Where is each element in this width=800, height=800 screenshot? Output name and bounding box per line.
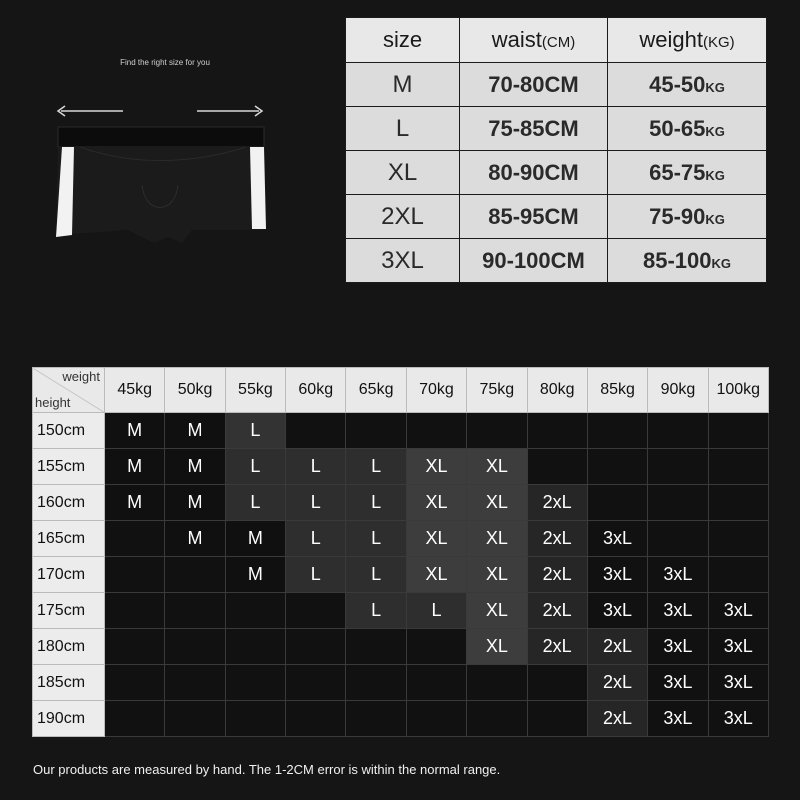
height-row-header: 180cm: [33, 629, 105, 665]
weight-column-header: 100kg: [708, 368, 768, 413]
size-recommendation-cell: [346, 629, 406, 665]
size-recommendation-cell: 3xL: [648, 629, 708, 665]
size-recommendation-cell: [406, 413, 466, 449]
size-recommendation-cell: [286, 413, 346, 449]
weight-column-header: 55kg: [225, 368, 285, 413]
size-row: [346, 151, 767, 195]
height-row-header: 155cm: [33, 449, 105, 485]
size-recommendation-cell: [346, 665, 406, 701]
size-header: size: [346, 18, 460, 63]
size-cell: 3XL: [346, 239, 460, 283]
height-row-header: 190cm: [33, 701, 105, 737]
size-recommendation-cell: XL: [467, 485, 527, 521]
size-recommendation-cell: [105, 557, 165, 593]
size-recommendation-cell: [406, 629, 466, 665]
size-cell: L: [346, 107, 460, 151]
size-recommendation-cell: [346, 701, 406, 737]
arrow-right-icon: [195, 104, 265, 118]
weight-cell: 85-100KG: [608, 239, 767, 283]
size-recommendation-cell: [527, 413, 587, 449]
size-recommendation-cell: M: [225, 521, 285, 557]
size-recommendation-cell: [587, 413, 647, 449]
size-recommendation-cell: [225, 665, 285, 701]
height-row-header: 160cm: [33, 485, 105, 521]
height-row: [33, 629, 769, 665]
waist-cell: 85-95CM: [460, 195, 608, 239]
waist-header: waist(CM): [460, 18, 608, 63]
size-recommendation-cell: [648, 413, 708, 449]
weight-header: weight(KG): [608, 18, 767, 63]
size-cell: M: [346, 63, 460, 107]
size-recommendation-cell: 3xL: [648, 701, 708, 737]
height-row: [33, 665, 769, 701]
size-recommendation-cell: M: [165, 485, 225, 521]
size-recommendation-cell: [527, 665, 587, 701]
size-recommendation-cell: [165, 593, 225, 629]
size-recommendation-cell: 2xL: [527, 557, 587, 593]
size-recommendation-cell: L: [286, 521, 346, 557]
size-recommendation-cell: 3xL: [708, 665, 768, 701]
height-row-header: 150cm: [33, 413, 105, 449]
size-recommendation-cell: [587, 485, 647, 521]
weight-column-header: 70kg: [406, 368, 466, 413]
size-row: [346, 63, 767, 107]
weight-column-header: 80kg: [527, 368, 587, 413]
waist-cell: 70-80CM: [460, 63, 608, 107]
weight-column-header: 65kg: [346, 368, 406, 413]
size-recommendation-cell: [648, 449, 708, 485]
size-recommendation-cell: 2xL: [587, 629, 647, 665]
size-recommendation-cell: [527, 701, 587, 737]
size-recommendation-cell: 2xL: [527, 593, 587, 629]
size-recommendation-cell: 2xL: [587, 665, 647, 701]
arrow-left-icon: [55, 104, 125, 118]
size-recommendation-cell: [225, 629, 285, 665]
height-row: [33, 449, 769, 485]
weight-column-header: 75kg: [467, 368, 527, 413]
size-recommendation-cell: 3xL: [648, 557, 708, 593]
boxer-briefs-image: [50, 125, 270, 245]
size-cell: 2XL: [346, 195, 460, 239]
size-recommendation-cell: [708, 413, 768, 449]
size-recommendation-cell: M: [165, 521, 225, 557]
size-recommendation-cell: [708, 557, 768, 593]
size-recommendation-cell: M: [165, 413, 225, 449]
size-recommendation-cell: 2xL: [587, 701, 647, 737]
height-row-header: 185cm: [33, 665, 105, 701]
size-recommendation-cell: [527, 449, 587, 485]
height-weight-size-grid: [32, 367, 769, 737]
height-row: [33, 593, 769, 629]
size-recommendation-cell: XL: [406, 449, 466, 485]
grid-header-row: [33, 368, 769, 413]
size-recommendation-cell: [708, 521, 768, 557]
size-recommendation-cell: 3xL: [587, 557, 647, 593]
weight-column-header: 85kg: [587, 368, 647, 413]
size-recommendation-cell: [286, 629, 346, 665]
size-recommendation-cell: [225, 593, 285, 629]
size-recommendation-cell: XL: [406, 485, 466, 521]
weight-column-header: 90kg: [648, 368, 708, 413]
size-recommendation-cell: XL: [406, 521, 466, 557]
weight-cell: 75-90KG: [608, 195, 767, 239]
height-row-header: 175cm: [33, 593, 105, 629]
size-recommendation-cell: L: [225, 485, 285, 521]
size-chart-table: [345, 17, 767, 283]
size-recommendation-cell: L: [286, 449, 346, 485]
size-recommendation-cell: [165, 557, 225, 593]
size-recommendation-cell: 3xL: [708, 593, 768, 629]
size-row: [346, 195, 767, 239]
size-recommendation-cell: XL: [406, 557, 466, 593]
size-recommendation-cell: 2xL: [527, 629, 587, 665]
size-recommendation-cell: 3xL: [648, 665, 708, 701]
weight-cell: 65-75KG: [608, 151, 767, 195]
size-recommendation-cell: L: [346, 593, 406, 629]
size-recommendation-cell: XL: [467, 593, 527, 629]
size-recommendation-cell: [708, 449, 768, 485]
size-row: [346, 107, 767, 151]
size-row: [346, 239, 767, 283]
size-recommendation-cell: [467, 413, 527, 449]
size-recommendation-cell: [467, 701, 527, 737]
size-recommendation-cell: L: [346, 557, 406, 593]
size-recommendation-cell: [105, 629, 165, 665]
weight-column-header: 45kg: [105, 368, 165, 413]
size-recommendation-cell: 3xL: [708, 629, 768, 665]
height-row: [33, 485, 769, 521]
size-recommendation-cell: [105, 593, 165, 629]
size-recommendation-cell: 3xL: [587, 521, 647, 557]
size-recommendation-cell: [165, 665, 225, 701]
size-recommendation-cell: XL: [467, 521, 527, 557]
waist-cell: 90-100CM: [460, 239, 608, 283]
size-recommendation-cell: 3xL: [587, 593, 647, 629]
size-recommendation-cell: 2xL: [527, 521, 587, 557]
size-recommendation-cell: [225, 701, 285, 737]
height-row: [33, 413, 769, 449]
weight-column-header: 60kg: [286, 368, 346, 413]
waist-cell: 75-85CM: [460, 107, 608, 151]
size-recommendation-cell: 2xL: [527, 485, 587, 521]
size-recommendation-cell: XL: [467, 629, 527, 665]
height-row: [33, 701, 769, 737]
size-recommendation-cell: [286, 593, 346, 629]
size-recommendation-cell: [165, 629, 225, 665]
size-caption: Find the right size for you: [120, 58, 210, 67]
size-recommendation-cell: L: [225, 413, 285, 449]
size-recommendation-cell: [165, 701, 225, 737]
size-recommendation-cell: XL: [467, 449, 527, 485]
size-recommendation-cell: L: [406, 593, 466, 629]
height-row: [33, 521, 769, 557]
size-recommendation-cell: L: [225, 449, 285, 485]
size-recommendation-cell: M: [105, 449, 165, 485]
size-recommendation-cell: 3xL: [708, 701, 768, 737]
size-recommendation-cell: L: [286, 557, 346, 593]
height-row-header: 170cm: [33, 557, 105, 593]
size-recommendation-cell: L: [346, 449, 406, 485]
size-recommendation-cell: [406, 701, 466, 737]
size-recommendation-cell: L: [346, 485, 406, 521]
corner-weight-label: weight: [62, 369, 100, 384]
size-recommendation-cell: [648, 521, 708, 557]
size-recommendation-cell: M: [165, 449, 225, 485]
weight-cell: 50-65KG: [608, 107, 767, 151]
measurement-note: Our products are measured by hand. The 1-2CM error is within the normal range.: [33, 762, 501, 777]
size-recommendation-cell: [105, 701, 165, 737]
size-recommendation-cell: [708, 485, 768, 521]
size-recommendation-cell: L: [286, 485, 346, 521]
size-recommendation-cell: [286, 701, 346, 737]
size-chart-header: [346, 18, 767, 63]
waist-cell: 80-90CM: [460, 151, 608, 195]
size-recommendation-cell: [406, 665, 466, 701]
corner-height-label: height: [35, 395, 71, 410]
grid-corner: [33, 368, 105, 413]
size-recommendation-cell: [105, 521, 165, 557]
size-recommendation-cell: M: [105, 485, 165, 521]
weight-cell: 45-50KG: [608, 63, 767, 107]
size-recommendation-cell: 3xL: [648, 593, 708, 629]
size-recommendation-cell: [467, 665, 527, 701]
weight-column-header: 50kg: [165, 368, 225, 413]
height-row-header: 165cm: [33, 521, 105, 557]
height-row: [33, 557, 769, 593]
size-recommendation-cell: [286, 665, 346, 701]
size-recommendation-cell: L: [346, 521, 406, 557]
size-recommendation-cell: XL: [467, 557, 527, 593]
size-recommendation-cell: M: [105, 413, 165, 449]
size-recommendation-cell: M: [225, 557, 285, 593]
size-cell: XL: [346, 151, 460, 195]
size-recommendation-cell: [587, 449, 647, 485]
size-recommendation-cell: [648, 485, 708, 521]
size-recommendation-cell: [105, 665, 165, 701]
size-recommendation-cell: [346, 413, 406, 449]
